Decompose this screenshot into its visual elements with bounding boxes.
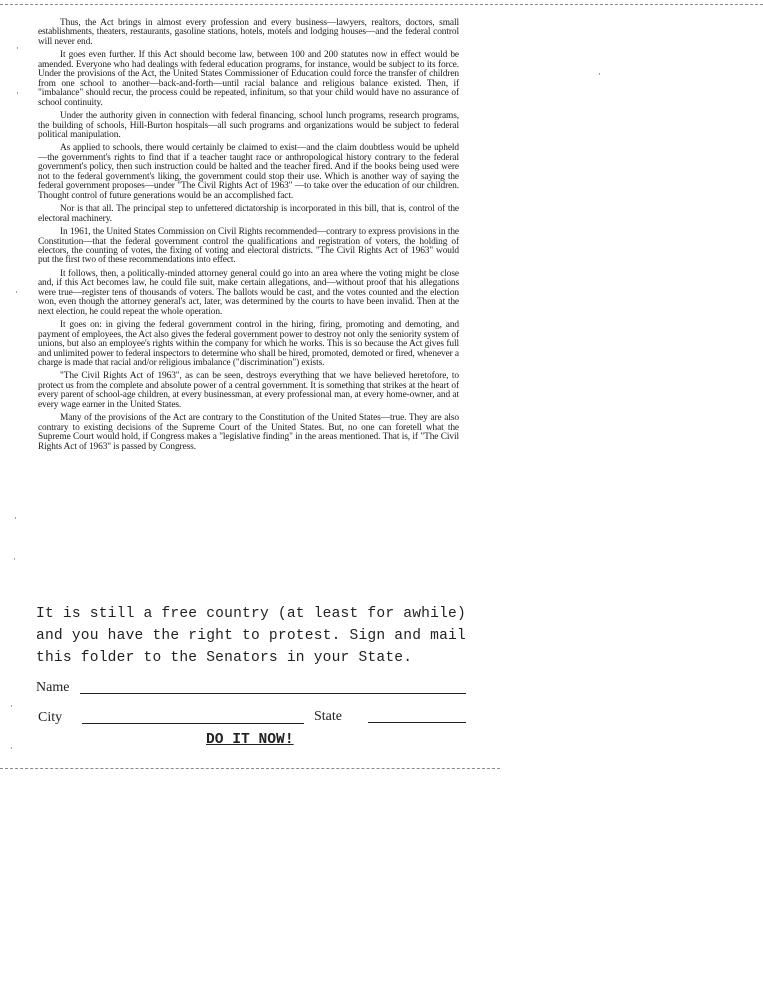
- scan-speck: ·: [16, 44, 19, 54]
- scan-speck: ·: [14, 514, 17, 524]
- paragraph-4: As applied to schools, there would certainly be claimed to exist—and the claim doubtless would be upheld—the government's rights to find that if a teacher taught race or anthropological history contrary to the federal government's policy, then such instruction could be halted and the teacher fired. And if the books being used were not to the federal government's liking, the government could stop their use. Which is another way of saying the federal government proposes—under "The Civil Rights Act of 1963" —to take over the education of our children. Thought control of future generations would be an accomplished fact.: [38, 143, 459, 201]
- appeal-line-2: and you have the right to protest. Sign and mail: [36, 628, 466, 644]
- paragraph-5: Nor is that all. The principal step to unfettered dictatorship is incorporated in this bill, that is, control of the electoral machinery.: [38, 204, 459, 224]
- paragraph-2: It goes even further. If this Act should become law, between 100 and 200 statutes now in effect would be amended. Everyone who had dealings with federal education programs, for instance, would be subject to its force. Under the provisions of the Act, the United States Commissioner of Education could force the transfer of children from one school to another—back-and-forth—until racial balance and religious balance existed. Then, if "imbalance" should recur, the process could be repeated, infinitum, so that your child would have no assurance of school continuity.: [38, 50, 459, 108]
- name-field[interactable]: [80, 693, 466, 694]
- paragraph-8: It goes on: in giving the federal government control in the hiring, firing, promoting and demoting, and payment of employees, the Act also gives the federal government power to destroy not only the seniority system of unions, but also an employee's rights within the company for which he works. This is so because the Act gives full and unlimited power to federal inspectors to determine who shall be hired, promoted, demoted or fired, whenever a charge is made that racial and/or religious imbalance ("discrimination") exists.: [38, 320, 459, 368]
- scan-speck: ·: [10, 744, 13, 754]
- state-field[interactable]: [368, 722, 466, 723]
- paragraph-7: It follows, then, a politically-minded attorney general could go into an area where the voting might be close and, if this Act becomes law, he could file suit, make certain allegations, and—without proof that his allegations were true—register tens of thousands of voters. The ballots would be cast, and the votes counted and the election won, even though the attorney general's act, later, was determined by the courts to have been invalid. Then at the next election, he could repeat the whole operation.: [38, 268, 459, 317]
- paragraph-9: "The Civil Rights Act of 1963", as can be seen, destroys everything that we have believed heretofore, to protect us from the complete and absolute power of a central government. It is something that strikes at the heart of every parent of school-age children, at every businessman, at every professional man, at every home-owner, and at every wage earner in the United States.: [38, 371, 459, 410]
- scan-speck: ·: [13, 555, 16, 565]
- paragraph-3: Under the authority given in connection with federal financing, school lunch programs, research programs, the building of schools, Hill-Burton hospitals—all such programs and organizations would be subject to federal political manipulation.: [38, 111, 459, 140]
- city-field[interactable]: [82, 723, 304, 724]
- city-label: City: [38, 710, 63, 725]
- article-body: [38, 19, 459, 456]
- appeal-line-3: this folder to the Senators in your State.: [36, 650, 413, 666]
- bottom-scan-edge: [0, 768, 500, 769]
- top-scan-edge: [0, 4, 763, 5]
- appeal-line-1: It is still a free country (at least for awhile): [36, 606, 466, 622]
- scan-speck: ·: [10, 702, 13, 712]
- scan-speck: ·: [16, 89, 19, 99]
- paragraph-6: In 1961, the United States Commission on Civil Rights recommended—contrary to express provisions in the Constitution—that the federal government control the qualifications and registration of voters, the holding of electors, the counting of votes, the fixing of voting and electoral districts. "The Civil Rights Act of 1963" would put the first two of these recommendations into effect.: [38, 227, 459, 266]
- scan-speck: ·: [598, 70, 601, 80]
- paragraph-10: Many of the provisions of the Act are contrary to the Constitution of the United States—true. They are also contrary to existing decisions of the Supreme Court of the United States. But, no one can foretell what the Supreme Court would hold, if Congress makes a "legislative finding" in the areas mentioned. That is, if "The Civil Rights Act of 1963" is passed by Congress.: [38, 413, 459, 452]
- state-label: State: [314, 709, 342, 724]
- scan-speck: ·: [15, 288, 18, 298]
- paragraph-1: Thus, the Act brings in almost every profession and every business—lawyers, realtors, doctors, small establishments, theaters, restaurants, gasoline stations, hotels, motels and lodging houses—and the federal control will never end.: [38, 18, 459, 47]
- name-label: Name: [36, 680, 70, 695]
- protest-form: [36, 603, 476, 669]
- do-it-now-heading: DO IT NOW!: [206, 732, 294, 748]
